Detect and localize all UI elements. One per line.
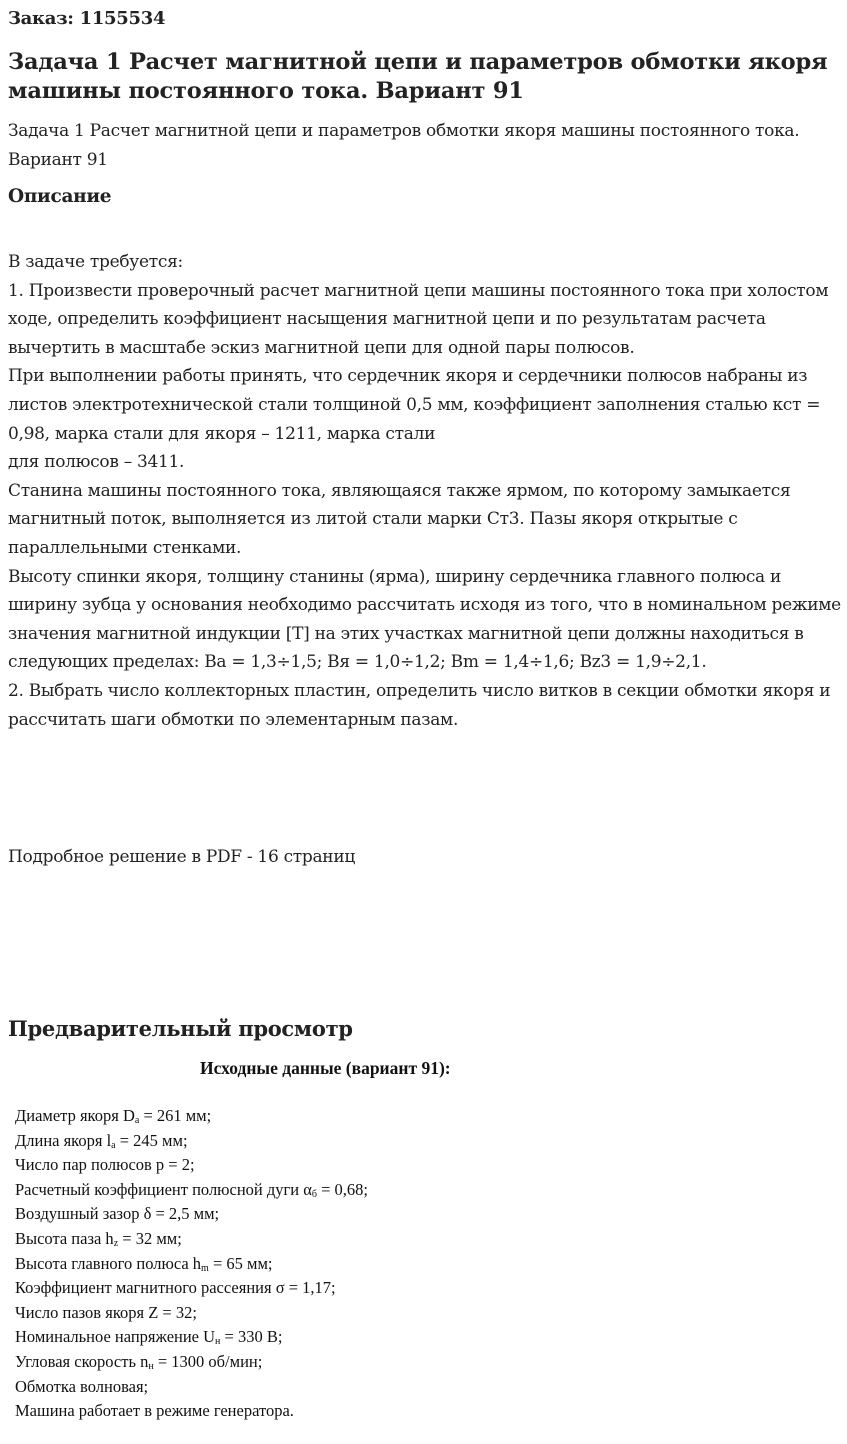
parameter-row	[15, 1129, 815, 1154]
parameter-text: Коэффициент магнитного рассеяния σ = 1,17;	[15, 1278, 336, 1298]
parameter-text: Обмотка волновая;	[15, 1376, 149, 1396]
parameter-row	[15, 1375, 815, 1400]
description-line: Станина машины постоянного тока, являющаяся также ярмом, по которому замыкается магнитный поток, выполняется из литой стали марки Ст3. Пазы якоря открытые с параллельными стенками.	[8, 480, 791, 558]
document-title: Исходные данные (вариант 91):	[200, 1058, 451, 1078]
parameter-subscript: а	[134, 1115, 140, 1126]
parameter-subscript: б	[311, 1188, 317, 1200]
parameter-value: = 1300 об/мин;	[153, 1351, 263, 1371]
parameter-row	[15, 1227, 815, 1252]
description-body	[8, 248, 843, 734]
description-line: для полюсов – 3411.	[8, 452, 185, 473]
parameter-subscript: а	[111, 1139, 116, 1151]
parameter-text: Воздушный зазор δ = 2,5 мм;	[15, 1204, 220, 1224]
parameter-row	[15, 1276, 815, 1301]
parameter-list	[15, 1104, 815, 1424]
description-line: При выполнении работы принять, что сердечник якоря и сердечники полюсов набраны из листов электротехнической стали толщиной 0,5 мм, коэффициент заполнения сталью кст =	[8, 366, 821, 415]
description-line: В задаче требуется:	[8, 252, 183, 272]
parameter-row	[15, 1202, 815, 1227]
parameter-row	[15, 1325, 815, 1350]
page-title: Задача 1 Расчет магнитной цепи и параметров обмотки якоря машины постоянного тока. Вариант 91	[8, 49, 828, 104]
order-number: Заказ: 1155534	[8, 8, 166, 29]
parameter-text: Высота паза h	[15, 1228, 114, 1248]
description-line: Высоту спинки якоря, толщину станины (ярма), ширину сердечника главного полюса и ширину зубца у основания необходимо рассчитать исходя из того, что в номинальном режиме значения магнитной индукции [Т] на этих участках магнитной цепи должны находиться в следующих пределах: Ва = 1,3÷1,5; Вя = 1,0÷1,2; Вm = 1,4÷1,6; Вz3 = 1,9÷2,1.	[8, 566, 841, 673]
parameter-row	[15, 1399, 815, 1424]
parameter-row	[15, 1104, 815, 1129]
parameter-text: Расчетный коэффициент полюсной дуги α	[15, 1179, 312, 1199]
parameter-row	[15, 1350, 815, 1375]
parameter-value: = 261 мм;	[139, 1106, 212, 1125]
description-line: 1. Произвести проверочный расчет магнитной цепи машины постоянного тока при холостом ходе, определить коэффициент насыщения магнитной цепи и по результатам расчета вычертить в масштабе эскиз магнитной цепи для одной пары полюсов.	[8, 280, 829, 358]
parameter-row	[15, 1301, 815, 1326]
parameter-text: Номинальное напряжение U	[15, 1327, 216, 1347]
parameter-text: Число пазов якоря Z = 32;	[15, 1302, 197, 1322]
page-subtitle: Задача 1 Расчет магнитной цепи и параметров обмотки якоря машины постоянного тока. Вариант 91	[8, 121, 800, 170]
pdf-note: Подробное решение в PDF - 16 страниц	[8, 847, 356, 867]
parameter-row	[15, 1252, 815, 1277]
parameter-value: = 32 мм;	[118, 1228, 182, 1248]
parameter-row	[15, 1153, 815, 1178]
parameter-subscript: z	[113, 1237, 119, 1249]
parameter-text: Диаметр якоря D	[15, 1106, 135, 1125]
parameter-subscript: н	[215, 1336, 221, 1348]
parameter-row	[15, 1178, 815, 1203]
parameter-text: Угловая скорость n	[15, 1351, 149, 1371]
parameter-value: = 245 мм;	[115, 1130, 188, 1150]
description-heading: Описание	[8, 186, 112, 207]
parameter-value: = 330 В;	[220, 1327, 283, 1347]
parameter-subscript: н	[148, 1360, 154, 1372]
parameter-text: Высота главного полюса h	[15, 1253, 202, 1273]
parameter-text: Длина якоря l	[15, 1130, 112, 1150]
preview-heading: Предварительный просмотр	[8, 1016, 353, 1041]
parameter-value: = 65 мм;	[208, 1253, 273, 1273]
parameter-text: Число пар полюсов р = 2;	[15, 1155, 195, 1175]
description-line: 0,98, марка стали для якоря – 1211, марка стали	[8, 423, 436, 444]
parameter-value: = 0,68;	[316, 1179, 368, 1199]
parameter-text: Машина работает в режиме генератора.	[15, 1401, 294, 1421]
description-line: 2. Выбрать число коллекторных пластин, определить число витков в секции обмотки якоря и рассчитать шаги обмотки по элементарным пазам.	[8, 680, 831, 730]
parameter-subscript: m	[201, 1262, 209, 1274]
